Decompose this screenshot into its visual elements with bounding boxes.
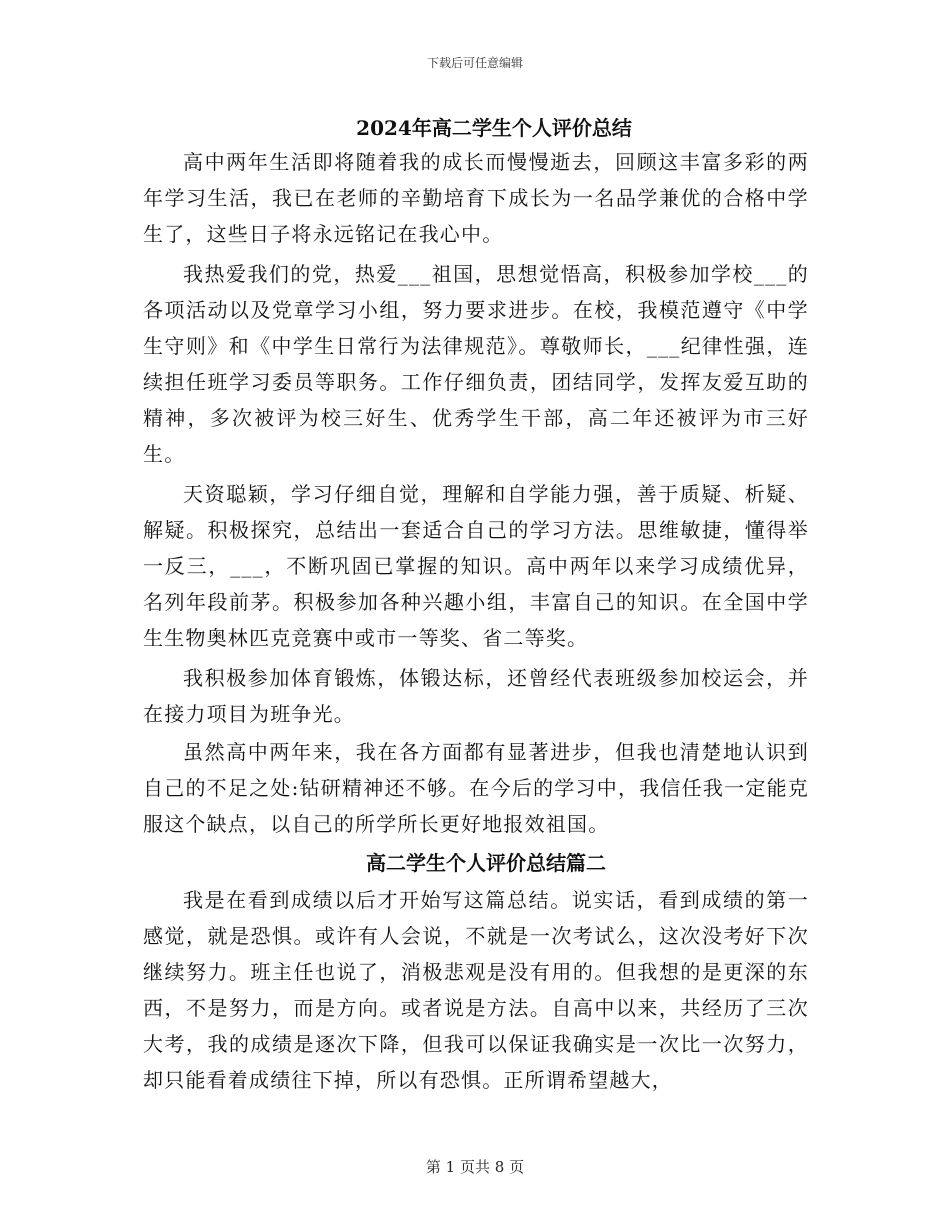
document-title: 2024年高二学生个人评价总结 [356,116,632,140]
section-two-title: 高二学生个人评价总结篇二 [366,851,606,875]
paragraph-sports: 我积极参加体育锻炼，体锻达标，还曾经代表班级参加校运会，并在接力项目为班争光。 [143,666,809,726]
paragraph-political: 我热爱我们的党，热爱___祖国，思想觉悟高，积极参加学校___的各项活动以及党章学习小组，努力要求进步。在校，我模范遵守《中学生守则》和《中学生日常行为法律规范》。尊敬师长，___纪律性强，连续担任班学习委员等职务。工作仔细负责，团结同学，发挥友爱互助的精神，多次被评为校三好生、优秀学生干部，高二年还被评为市三好生。 [143,262,809,466]
paragraph-section-two: 我是在看到成绩以后才开始写这篇总结。说实话，看到成绩的第一感觉，就是恐惧。或许有人会说，不就是一次考试么，这次没考好下次继续努力。班主任也说了，消极悲观是没有用的。但我想的是更深的东西，不是努力，而是方向。或者说是方法。自高中以来，共经历了三次大考，我的成绩是逐次下降，但我可以保证我确实是一次比一次努力，却只能看着成绩往下掉，所以有恐惧。正所谓希望越大， [143,888,809,1092]
page-header-note: 下载后可任意编辑 [426,56,523,70]
document-body [143,112,809,1102]
page-footer: 第 1 页共 8 页 [425,1158,525,1176]
paragraph-shortcoming: 虽然高中两年来，我在各方面都有显著进步，但我也清楚地认识到自己的不足之处:钻研精神还不够。在今后的学习中，我信任我一定能克服这个缺点，以自己的所学所长更好地报效祖国。 [143,740,809,836]
paragraph-intro: 高中两年生活即将随着我的成长而慢慢逝去，回顾这丰富多彩的两年学习生活，我已在老师的辛勤培育下成长为一名品学兼优的合格中学生了，这些日子将永远铭记在我心中。 [143,150,809,246]
paragraph-study: 天资聪颖，学习仔细自觉，理解和自学能力强，善于质疑、析疑、解疑。积极探究，总结出一套适合自己的学习方法。思维敏捷，懂得举一反三，___，不断巩固已掌握的知识。高中两年以来学习成绩优异，名列年段前茅。积极参加各种兴趣小组，丰富自己的知识。在全国中学生生物奥林匹克竞赛中或市一等奖、省二等奖。 [143,482,809,650]
